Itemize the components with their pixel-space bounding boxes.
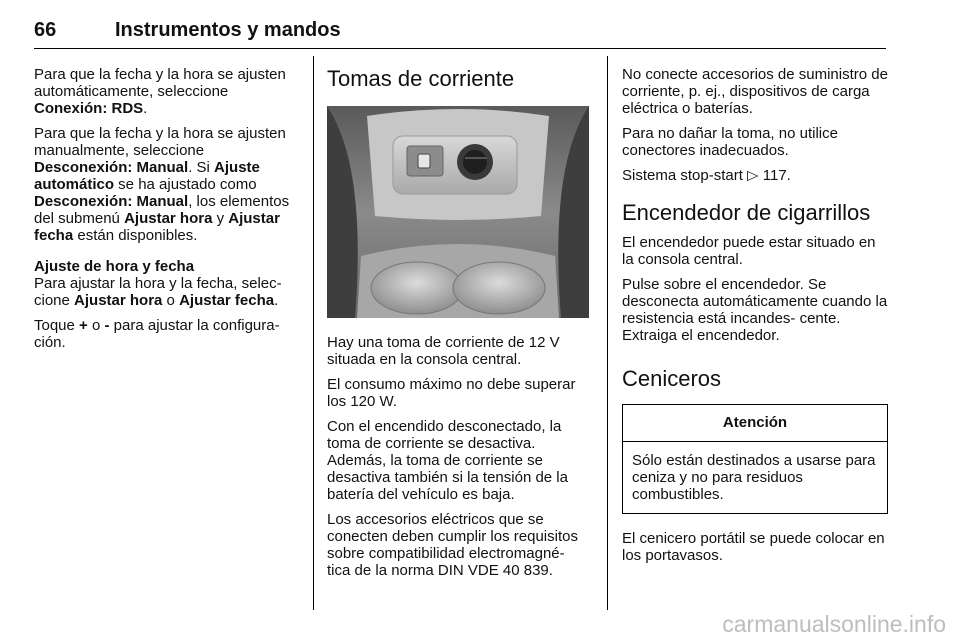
text: Para que la fecha y la hora se ajusten automáticamente, seleccione (34, 66, 286, 100)
text: están disponibles. (73, 227, 198, 244)
page-number: 66 (34, 19, 57, 41)
paragraph-ignition: Con el encendido desconectado, la toma de corriente se desactiva. Además, la toma de corriente se desactiva también si la tensión de la batería del vehículo es baja. (327, 418, 568, 503)
menu-term: Desconexión: Manual (34, 193, 189, 210)
heading-cigarette-lighter: Encendedor de cigarrillos (622, 200, 871, 225)
text: Toque (34, 317, 80, 334)
page-reference: 117. (758, 167, 791, 184)
subheading: Ajuste de hora y fecha (34, 258, 195, 275)
text: se ha ajustado como (114, 176, 257, 193)
paragraph-max: El consumo máximo no debe superar los 120 W. (327, 376, 576, 410)
paragraph-manual (34, 125, 302, 244)
paragraph-portable-ashtray: El cenicero portátil se puede colocar en los portavasos. (622, 530, 885, 564)
text: o (87, 317, 105, 334)
paragraph-no-damage: Para no dañar la toma, no utilice conectores inadecuados. (622, 125, 838, 159)
menu-term: Ajustar hora (74, 292, 163, 309)
power-outlet-photo (327, 106, 589, 318)
paragraph-accessories: Los accesorios eléctricos que se conecten deben cumplir los requisitos sobre compatibilidad electromagné‑ tica de la norma DIN VDE 40 839. (327, 511, 578, 579)
column-3 (622, 66, 888, 572)
menu-term: Ajustar fecha (179, 292, 275, 309)
watermark: carmanualsonline.info (722, 611, 946, 637)
text: . (143, 100, 148, 117)
paragraph-lighter-use: Pulse sobre el encendedor. Se desconecta automáticamente cuando la resistencia está incandes‑ cente. Extraiga el encendedor. (622, 276, 888, 344)
reference-arrow-icon: ▷ (747, 167, 759, 184)
text: para ajustar la configura‑ ción. (34, 317, 280, 351)
paragraph-touch (34, 317, 302, 351)
attention-box (622, 404, 888, 514)
text: y (212, 210, 229, 227)
column-1 (34, 66, 302, 359)
menu-term: Ajustar fecha (34, 210, 280, 244)
menu-term: Ajuste automático (34, 159, 260, 193)
column-divider-2 (607, 56, 608, 610)
text: . (274, 292, 279, 309)
attention-body: Sólo están destinados a usarse para ceniza y no para residuos combustibles. (632, 452, 876, 503)
heading-power-outlets: Tomas de corriente (327, 66, 515, 91)
heading-ashtrays: Ceniceros (622, 366, 722, 391)
text: Para ajustar la hora y la fecha, selec‑ cione (34, 275, 282, 309)
menu-term: Conexión: RDS (34, 100, 144, 117)
text: o (162, 292, 180, 309)
plus-symbol: + (79, 317, 88, 334)
column-2 (327, 66, 589, 587)
paragraph-12v: Hay una toma de corriente de 12 V situada en la consola central. (327, 334, 560, 368)
paragraph-no-connect: No conecte accesorios de suministro de corriente, p. ej., dispositivos de carga eléctrica o baterías. (622, 66, 888, 117)
text: Para que la fecha y la hora se ajusten manualmente, seleccione (34, 125, 286, 159)
minus-symbol: - (104, 317, 110, 334)
paragraph-lighter-location: El encendedor puede estar situado en la consola central. (622, 234, 876, 268)
text: Sistema stop‑start (622, 167, 748, 184)
paragraph-adjust (34, 275, 302, 309)
header-rule (34, 48, 886, 49)
column-divider-1 (313, 56, 314, 610)
section-title: Instrumentos y mandos (115, 19, 341, 41)
menu-term: Ajustar hora (124, 210, 213, 227)
paragraph-rds (34, 66, 302, 117)
text: , los elementos del submenú (34, 193, 290, 227)
menu-term: Desconexión: Manual (34, 159, 189, 176)
text: . Si (188, 159, 215, 176)
attention-title: Atención (623, 405, 887, 442)
paragraph-stop-start (622, 167, 888, 184)
